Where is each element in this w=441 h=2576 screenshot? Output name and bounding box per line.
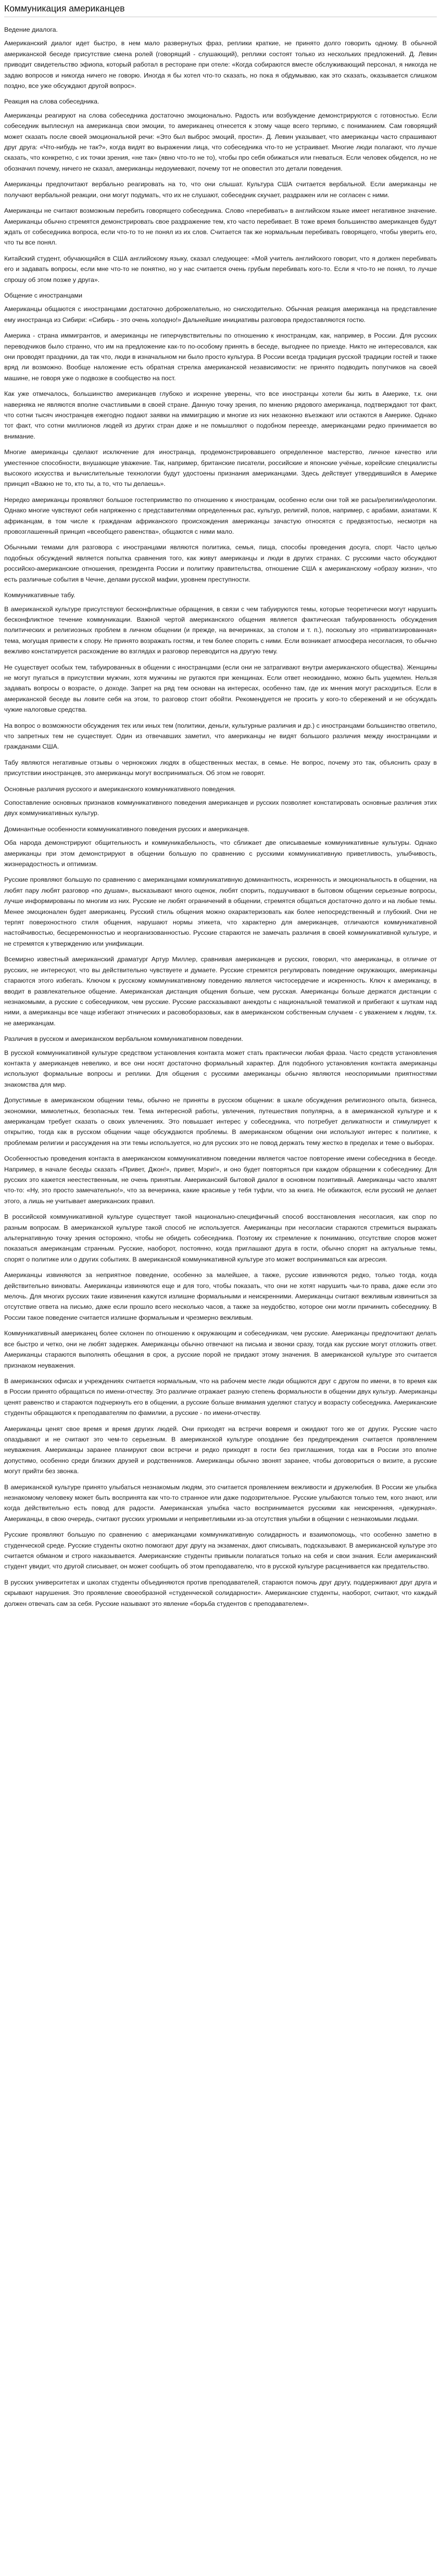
section-heading: Доминантные особенности коммуникативного поведения русских и американцев. [4, 825, 250, 833]
paragraph: В американской культуре присутствуют бесконфликтные обращения, в связи с чем табуируются темы, которые теоретически могут нарушить бесконфликтное течение коммуникации. Важной чертой американского общения является фактическая табуированность обсуждения политических и религиозных проблем в личном общении (и прежде, на вечеринках, за столом и т. п.), поскольку это «приватизированная» тема, могущая привести к спору. Не принято возражать гостям, и тем более спорить с ними. Если возникает атмосфера несогласия, то обычно вежливо констатируется расхождение во взглядах и разговор переводится на другую тему. [4, 605, 437, 655]
paragraph: Не существует особых тем, табуированных в общении с иностранцами (если они не затрагивают внутри американского общества). Женщины не могут пугаться в присутствии мужчин, хотя мужчины не ругаются при женщинах. Если ответ неожиданно, можно быть ущемлен. Нельзя задавать вопросы о возрасте, о доходе. Запрет на ряд тем основан на интересах, особенно там, где их мнения могут расходиться. Если в американской беседе вы ловите себя на этом, то разговор стоит обойти. Рекомендуется не просить у кого-то сбережений и не обсуждать чужие налоговые средства. [4, 663, 437, 714]
paragraph: Американский диалог идет быстро, в нем мало развернутых фраз, реплики краткие, не принято долго говорить одному. В обычной американской беседе присутствие смена ролей (говорящий - слушающий), реплики состоят только из нескольких предложений. Д. Левин приводит свидетельство эфиопа, который работал в ресторане при отеле: «Когда собираются вместе обслуживающий персонал, я никогда не задаю вопросов и никогда ничего не говорю. Иногда я бы хотел что-то сказать, но пока я обдумываю, как это сказать, оказывается слишком поздно, все уже обсуждают другой вопрос». [4, 40, 437, 90]
paragraph: Американцы реагируют на слова собеседника достаточно эмоционально. Радость или возбуждение демонстрируются с готовностью. Если собеседник выплеснул на американца свои эмоции, то американец отнесется к этому чаще всего терпимо, с пониманием. Сам говорящий может сказать после своей эмоциональной речи: «Это был выброс эмоций, прости». Д. Левин указывает, что американцы часто спрашивают друг друга: «Что-нибудь не так?», когда видят во выражении лица, что собеседника что-то не устраивает. Многие люди полагают, что лучше сказать, что конкретно, с их точки зрения, «не так» (явно что-то не то), чтобы про себя обижаться или гневаться. Если человек обиделся, но не обозначил почему, ничего не сказал, американцы недоумевают, почему тот не оповестил это детали поведения. [4, 111, 437, 172]
paragraph: На вопрос о возможности обсуждения тех или иных тем (политики, деньги, культурные различия и др.) с иностранцами большинство ответило, что запретных тем не существует. Один из отвечавших заметил, что американцы не видят большого различия между иностранцами и гражданами США. [4, 722, 437, 751]
section-heading: Реакция на слова собеседника. [4, 98, 99, 106]
paragraph: Американцы не считают возможным перебить говорящего собеседника. Слово «перебивать» в английском языке имеет негативное значение. Американцы обычно стремятся демонстрировать свое раздражение тем, кто часто перебивает. В тоже время большинство американцев будут ждать от собеседника вопроса, если что-то то не понял из их слов. Считается так же нормальным перебивать говорящего, чтобы уверить его, что ты все понял. [4, 207, 437, 247]
paragraph: Табу являются негативные отзывы о чернокожих людях в общественных местах, в семье. Не вопрос, почему это так, объяснить сразу в присутствии иностранцев, это американцы могут восприниматься. Об этом не говорят. [4, 758, 437, 777]
paragraph: Как уже отмечалось, большинство американцев глубоко и искренне уверены, что все иностранцы хотели бы жить в Америке, т.к. они наверняка не являются вполне счастливыми в своей стране. Данную точку зрения, по мнению рядового американца, подтверждают тот факт, что сотни тысяч иностранцев ежегодно подают заявки на иммиграцию и многие из них незаконно въезжают или остаются в Америке. Однако тот факт, что сотни миллионов людей из других стран даже и не помышляют о подобном переезде, американцами редко принимается во внимание. [4, 390, 437, 440]
paragraph: В русских университетах и школах студенты объединяются против преподавателей, стараются помочь друг другу, поддерживают друг друга и скрывают нарушения. Это проявление своеобразной «студенческой солидарности». Американские студенты, наоборот, считают, что каждый должен отвечать сам за себя. Русские называют это явление «борьба студентов с преподавателем». [4, 1578, 437, 1607]
paragraph: Америка - страна иммигрантов, и американцы не гиперчувствительны по отношению к иностранцам, как, например, в России. Для русских переводчиков было странно, что им на предложение как-то по-особому принять в беседе, выгоднее по приезде. Никто не интересовался, как они проводят праздники, да так что, люди в изначальном ни было просто культура. В России всегда традиция русской традиции гостей и также вряд ли возможно. Вообще наложение есть обратная стрелка американской независимости: не принято подводить попутчиков на своей машине, не говоря уже о подвозке в сообщество на пост. [4, 332, 437, 382]
paragraph: Русские проявляют большую по сравнению с американцами коммуникативную солидарность и взаимопомощь, что особенно заметно в студенческой среде. Русские студенты охотно помогают друг другу на экзаменах, дают списывать, подсказывают. В американской культуре это считается обманом и строго наказывается. Американские студенты привыкли полагаться только на себя и свои знания. Если американский студент увидит, что другой списывает, он может сообщить об этом преподавателю, что в русской культуре расценивается как предательство. [4, 1531, 437, 1570]
paragraph: Обычными темами для разговора с иностранцами являются политика, семья, пища, способы проведения досуга, спорт. Часто целью подобных обсуждений является попытка сравнения того, как живут американцы и люди в других странах. С русскими часто обсуждают российско-американские отношения, президента России и политику правительства, отношение США к американскому «образу жизни», что есть различные события в Чечне, делами русской мафии, уровнем преступности. [4, 544, 437, 583]
paragraph: Допустимые в американском общении темы, обычно не приняты в русском общении: в шкале обсуждения религиозного опыта, бизнеса, экономики, мимолетных, безопасных тем. Тема интересной работы, увлечения, путешествия популярна, а в американской культуре и к американцам требует сказать о своих увлечениях. Это повышает интерес у собеседника, что потребует деликатности и стимулирует к открытию, тогда как в русском общении чаще обсуждаются проблемы. В американском общении они используют интерес к политике, к проблемам религии и рассуждения на эти темы используется, но для русских это не повод держать тему жестко в пределах и теме о выборах. [4, 1097, 437, 1147]
section-heading: Различия в русском и американском вербальном коммуникативном поведении. [4, 1035, 243, 1043]
paragraph: Оба народа демонстрируют общительность и коммуникабельность, что сближает две описываемые коммуникативные культуры. Однако американцы при этом демонстрируют в общении большую по сравнению с русскими коммуникативную приветливость, улыбчивость, жизнерадостность и оптимизм. [4, 839, 437, 868]
paragraph: Коммуникативный американец более склонен по отношению к окружающим и собеседникам, чем русские. Американцы предпочитают делать все быстро и четко, они не любят задержек. Американцы обычно отвечают на письма и звонки сразу, тогда как русские могут отложить ответ. Американцы стараются выполнять обещания в срок, а русские порой не придают этому значения. В американской культуре это считается признаком неуважения. [4, 1330, 437, 1369]
paragraph: Многие американцы сделают исключение для иностранца, продемонстрировавшего определенное мастерство, личное качество или уместенное способности, внушающие уважение. Так, например, британские писатели, российские и японские учёные, корейские специалисты высокого искусства и вычислительные технологии будут удостоены признания американцами. Здесь действует утвердившийся в Америке принцип «Важно не то, кто ты, а то, что ты делаешь». [4, 448, 437, 488]
article-body [4, 24, 437, 1609]
paragraph: Всемирно известный американский драматург Артур Миллер, сравнивая американцев и русских, говорил, что американцы, в отличие от русских, не интересуют, что вы действительно чувствуете и думаете. Русские стремятся регулировать поведение окружающих, американцы стараются этого избегать. Ключом к русскому коммуникативному поведению является чистосердечие и искренность. Ключ к американцу, в вводит в развлекательное общение. Американская дистанция общения больше, чем русская. Американцы больше держатся дистанции с незнакомыми, а русские с собеседником, чем русские. Русские рассказывают анекдоты с национальной тематикой и прибегают к шуткам над ними, а американцы все чаще избегают этнических и расовоборазовых, как в американском собственным случаем - с уважением к людям, т.к. не американцам. [4, 956, 437, 1027]
paragraph: Русские проявляют большую по сравнению с американцами коммуникативную доминантность, искренность и эмоциональность в общении, на любят пару любят разговор «по душам», высказывают много оценок, любят спорить, подшучивают в бытовом общении серьезные вопросы, лучше информированы по многим из них. Русские не любят ограничений в общении, стремятся общаться достаточно долго и на любые темы. Менее эмоционален будет американец. Русский стиль общения можно охарактеризовать как более непосредственный и глубокий. Они не терпят поверхностного стиля общения, нарушают нормы этикета, что характерно для американцев, отличаются коммуникативной настойчивостью, бесцеремонностью и неорганизованностью. Русские стараются не замечать различия в своей коммуникативной культуре, и не стремятся к утверждению или унификации. [4, 876, 437, 947]
paragraph: Американцы ценят свое время и время других людей. Они приходят на встречи вовремя и ожидают того же от других. Русские часто опаздывают и не считают это чем-то серьезным. В американской культуре опоздание без предупреждения считается проявлением неуважения. Американцы заранее планируют свои встречи и редко приходят в гости без приглашения, тогда как в России это вполне допустимо, особенно среди близких друзей и родственников. Американцы обычно звонят заранее, чтобы договориться о визите, а русские могут прийти без звонка. [4, 1425, 437, 1475]
paragraph: Американцы общаются с иностранцами достаточно доброжелательно, но снисходительно. Обычная реакция американца на представление ему иностранца из Сибири: «Сибирь - это очень холодно!» Дальнейшие инициативы разговора предоставляются гостю. [4, 305, 437, 324]
section-heading: Общение с иностранцами [4, 291, 82, 299]
paragraph: В русской коммуникативной культуре средством установления контакта может стать практически любая фраза. Часто средств установления контакта у американцев невелико, и все они носят достаточно формальный характер. Для подобного установления контакта американцы используют формальные вопросы и реплики. Для общения с русскими американцы обычно являются неоспоримыми приятностями знакомства для мир. [4, 1049, 437, 1088]
paragraph: Особенностью проведения контакта в американском коммуникативном поведении является частое повторение имени собеседника в беседе. Например, в начале беседы сказать «Привет, Джон!», привет, Мэри!», и оно будет повторяться при каждом обращении к собеседнику. Для русских это кажется неестественным, не очень принятым. Американский бытовой диалог в основном позитивный. Американцы часто хвалят что-то: «Ну, это просто замечательно!», что за вечеринка, какие красивые у тебя туфли, что за книга. Не обижаются, если русский не делает этого, а лишь не учитывает американских правил. [4, 1155, 437, 1205]
section-heading: Ведение диалога. [4, 26, 58, 33]
section-heading: Основные различия русского и американского коммуникативного поведения. [4, 785, 236, 793]
paragraph: Сопоставление основных признаков коммуникативного поведения американцев и русских позволяет констатировать основные различия этих двух коммуникативных культур. [4, 799, 437, 817]
paragraph: В американской культуре принято улыбаться незнакомым людям, это считается проявлением вежливости и дружелюбия. В России же улыбка незнакомому человеку может быть воспринята как что-то странное или даже подозрительное. Русские улыбаются только тем, кого знают, или когда действительно есть повод для радости. Американская улыбка часто воспринимается русскими как неискренняя, «дежурная». Американцы, в свою очередь, считают русских угрюмыми и неприветливыми из-за отсутствия улыбки в общении с незнакомыми людьми. [4, 1483, 437, 1523]
paragraph: Американцы извиняются за неприятное поведение, особенно за малейшее, а также, русские извиняются редко, только тогда, когда действительно виноваты. Американцы извиняются еще и для того, чтобы показать, что они не хотят нарушить чьи-то права, даже если это мелочь. Для многих русских такие извинения кажутся излишне формальными и неискренними. Американцы считают вежливым извиниться за отсутствие ответа на письмо, даже если прошло всего несколько часов, а также за неудобство, которое они могли причинить собеседнику. В России такое поведение считается излишне формальным и чрезмерно вежливым. [4, 1271, 437, 1321]
paragraph: В российской коммуникативной культуре существует такой национально-специфичный способ восстановления несогласия, как спор по разным вопросам. В американской культуре такой способ не используется. Американцы при несогласии стараются стремиться выражать альтернативную точку зрения осторожно, чтобы не обидеть собеседника. Поэтому их стремление к пониманию, отсутствие споров может показаться американцам странным. Русские, наоборот, постоянно, когда приглашают друга в гости, обычно спорят на актуальные темы, спорят о политике или о других событиях. В американской коммуникативной культуре это может восприниматься как агрессия. [4, 1213, 437, 1263]
paragraph: Китайский студент, обучающийся в США английскому языку, сказал следующее: «Мой учитель английского говорит, что я должен перебивать его и задавать вопросы, если мне что-то не понятно, но у нас считается очень грубым перебивать кого-то. Если я что-то не понял, то лучше спрошу об этом позже у друга». [4, 254, 437, 284]
paragraph: Американцы предпочитают вербально реагировать на то, что они слышат. Культура США считается вербальной. Если американцы не получают вербальной реакции, они могут подумать, что их не слушают, собеседник скучает, раздражен или не согласен с ними. [4, 181, 437, 199]
paragraph: Нередко американцы проявляют большое гостеприимство по отношению к иностранцам, особенно если они той же расы/религии/идеологии. Однако многие чувствуют себя напряженно с представителями определенных рас, культур, религий, полов, например, с арабами, азиатами. К африканцам, в том числе к гражданам африканского происхождения американцы зачастую относятся с предвзятостью, несмотря на провозглашенный принцип «всеобщего равенства», общаются с ними мало. [4, 496, 437, 536]
paragraph: В американских офисах и учреждениях считается нормальным, что на рабочем месте люди общаются друг с другом по имени, в то время как в России принято обращаться по имени-отчеству. Это различие отражает разную степень формальности в общении двух культур. Американцы ценят равенство и стараются подчеркнуть его в общении, а русские больше внимания уделяют статусу и возрасту собеседника. Американские студенты обращаются к преподавателям по фамилии, а русские - по имени-отчеству. [4, 1377, 437, 1417]
section-heading: Коммуникативные табу. [4, 591, 75, 599]
page-title: Коммуникация американцев [4, 3, 437, 17]
